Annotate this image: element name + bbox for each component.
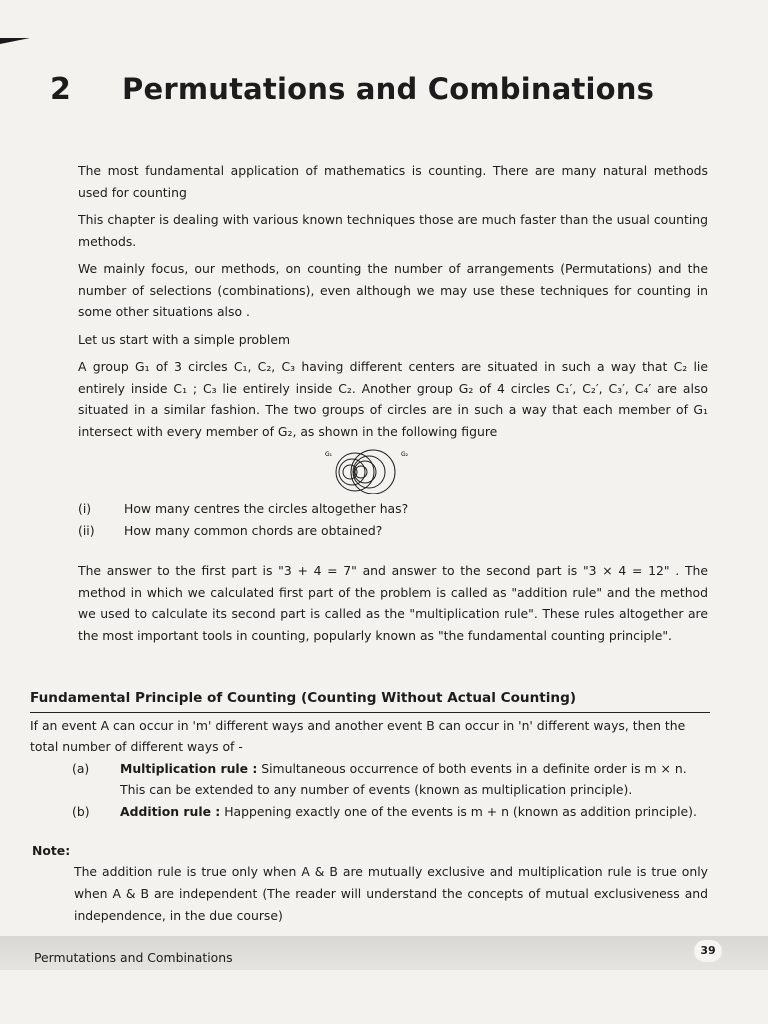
rule-label: (b) — [72, 803, 90, 819]
rule-text — [120, 801, 710, 823]
chapter-heading — [50, 72, 740, 107]
corner-mark — [0, 38, 30, 44]
rule-description: Simultaneous occurrence of both events in a definite order is m × n. This can be extended to any number of events (known as multiplication principle). — [120, 760, 687, 797]
question-list — [78, 498, 708, 542]
intro-section — [78, 160, 708, 652]
rule-name: Multiplication rule : — [120, 760, 258, 776]
intro-paragraph: This chapter is dealing with various known techniques those are much faster than the usual counting methods. — [78, 212, 708, 249]
rule-item — [72, 758, 710, 801]
question-text: How many common chords are obtained? — [124, 523, 383, 538]
rule-text — [120, 758, 710, 801]
note-label: Note: — [32, 843, 71, 858]
question-number: (i) — [78, 501, 92, 516]
section-heading: Fundamental Principle of Counting (Counting Without Actual Counting) — [30, 688, 710, 713]
answer-paragraph: The answer to the first part is "3 + 4 = 7" and answer to the second part is "3 × 4 = 12" . The method in which we calculated first part of the problem is called as "addition rule" and the method we used to calculate its second part is called as the "multiplication rule". These rules altogether are the most important tools in counting, popularly known as "the fundamental counting principle". — [78, 563, 708, 643]
question-number: (ii) — [78, 523, 95, 538]
rule-name: Addition rule : — [120, 803, 221, 819]
page-number: 39 — [694, 940, 722, 962]
counting-principle-section — [30, 688, 710, 822]
rule-item — [72, 801, 710, 823]
footer-title: Permutations and Combinations — [34, 950, 233, 965]
rule-label: (a) — [72, 760, 90, 776]
intro-paragraph: We mainly focus, our methods, on counting the number of arrangements (Permutations) and the number of selections (combinations), even although we may use these techniques for counting in some other situations also . — [78, 261, 708, 319]
problem-paragraph: A group G₁ of 3 circles C₁, C₂, C₃ having different centers are situated in such a way that C₂ lie entirely inside C₁ ; C₃ lie entirely inside C₂. Another group G₂ of 4 circles C₁′, C₂′, C₃′, C₄′ are also situated in a similar fashion. The two groups of circles are in such a way that each member of G₁ intersect with every member of G₂, as shown in the following figure — [78, 359, 708, 439]
note-text: The addition rule is true only when A & B are mutually exclusive and multiplication rule is true only when A & B are independent (The reader will understand the concepts of mutual exclusiveness and independence, in the due course) — [74, 864, 708, 923]
figure-label-g1: G₁ — [325, 451, 333, 458]
question-item — [78, 498, 708, 520]
intro-paragraph: The most fundamental application of mathematics is counting. There are many natural methods used for counting — [78, 163, 708, 200]
figure-label-g2: G₂ — [401, 451, 409, 458]
question-item — [78, 520, 708, 542]
circle-c2-prime — [353, 456, 385, 488]
chapter-number: 2 — [50, 72, 71, 107]
circles-figure — [323, 448, 423, 494]
intro-paragraph: Let us start with a simple problem — [78, 331, 291, 347]
chapter-title: Permutations and Combinations — [122, 72, 655, 106]
rule-description: Happening exactly one of the events is m + n (known as addition principle). — [220, 803, 697, 819]
rule-list — [72, 758, 710, 823]
question-text: How many centres the circles altogether has? — [124, 501, 409, 516]
section-intro: If an event A can occur in 'm' different ways and another event B can occur in 'n' different ways, then the total number of different ways of - — [30, 717, 686, 754]
